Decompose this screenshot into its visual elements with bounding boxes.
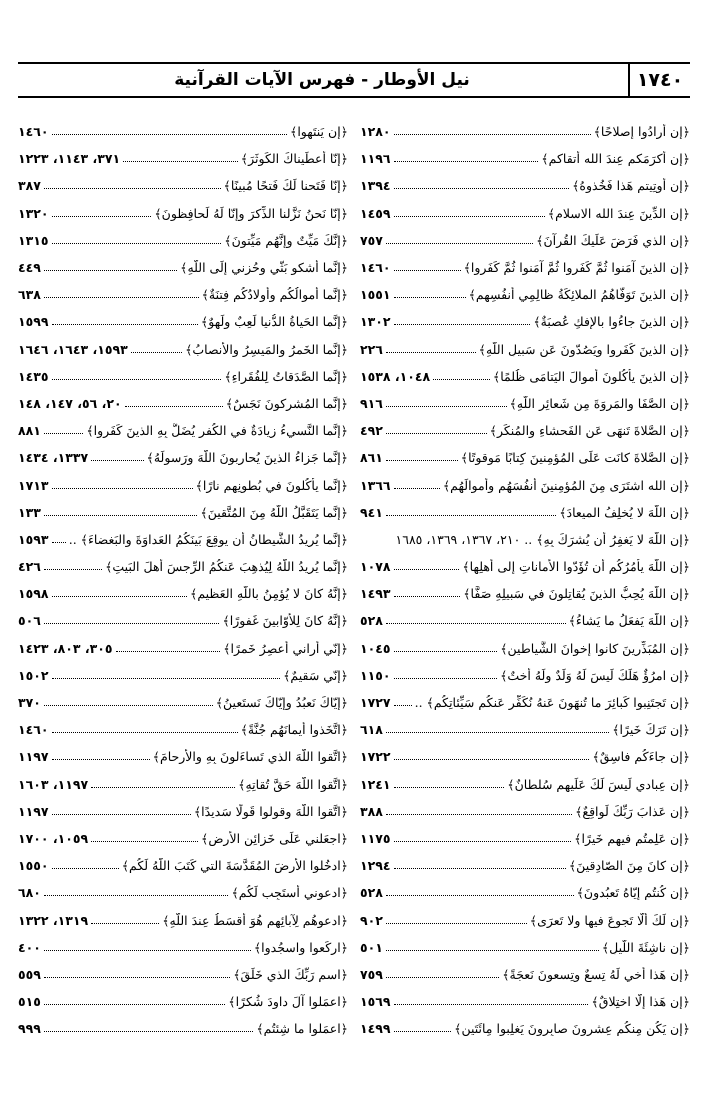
verse-text: ﴿ادعوني أستَجِب لَكُم﴾ <box>231 885 348 901</box>
page-number: ١٧٤٠ <box>628 64 690 96</box>
verse-text: ﴿إنّا فَتَحنا لَكَ فَتحًا مُبينًا﴾ <box>223 178 348 194</box>
index-column-right <box>360 118 690 1042</box>
page-reference: ٦٣٨ <box>18 287 41 303</box>
verse-text: ﴿إنَّما يُريدُ اللّهُ لِيُذهِبَ عَنكُمُ الرِّجسَ أهلَ البَيتِ﴾ <box>105 559 348 575</box>
page-reference: ١١٧٥ <box>360 830 391 846</box>
page-reference: ٩١٦ <box>360 395 383 411</box>
index-entry <box>360 771 690 798</box>
leader-dots <box>394 188 570 189</box>
verse-text: ﴿إن امرُؤٌ هَلَكَ لَيسَ لَهُ وَلَدٌ ولَهُ أُختٌ﴾ <box>500 667 690 683</box>
leader-dots <box>394 596 461 597</box>
leader-dots <box>44 1004 225 1005</box>
index-entry <box>18 553 348 580</box>
page-reference: ٧٥٧ <box>360 232 383 248</box>
index-entry <box>360 281 690 308</box>
index-entry <box>18 336 348 363</box>
verse-text: ﴿إن الصَّلاةَ تَنهَى عَنِ الفَحشاءِ والمُنكَرِ﴾ <box>489 423 690 439</box>
verse-text: ﴿إن اللّهَ يأمُرُكُم أن تُؤَدّوا الأماناتِ إلى أهلِها﴾ <box>462 559 690 575</box>
verse-text: ﴿إن تَجتَنِبوا كَبائِرَ ما تُنهَونَ عَنهُ نُكَفِّر عَنكُم سَيِّئاتِكُم﴾ .. <box>414 695 690 711</box>
leader-dots <box>52 216 152 217</box>
index-entry <box>360 390 690 417</box>
verse-text: ﴿إنَّما المُشرِكونَ نَجَسٌ﴾ <box>225 395 348 411</box>
page-reference: ١٧١٣ <box>18 477 49 493</box>
leader-dots <box>52 488 193 489</box>
index-entry <box>18 390 348 417</box>
page-reference: ١٣٣٧، ١٤٣٤ <box>18 450 89 466</box>
leader-dots <box>433 379 490 380</box>
page-reference: ٨٦١ <box>360 450 383 466</box>
leader-dots <box>44 895 229 896</box>
index-entry <box>18 607 348 634</box>
verse-text: ﴿إن عِبادي لَيسَ لَكَ عَلَيهِم سُلطانٌ﴾ <box>507 776 690 792</box>
verse-text: ﴿إن أوتِيتم هَذا فَخُذوهُ﴾ <box>572 178 690 194</box>
index-entry <box>18 798 348 825</box>
verse-text: ﴿إنَّما جَزاءُ الذينَ يُحارِبونَ اللّهَ ورَسولَهُ﴾ <box>146 450 348 466</box>
leader-dots <box>394 841 572 842</box>
index-entry <box>360 363 690 390</box>
page-reference: ١٣١٩، ١٣٢٢ <box>18 912 89 928</box>
leader-dots <box>44 1031 253 1032</box>
index-entry <box>18 852 348 879</box>
verse-text: ﴿إن كانَ مِنَ الصّادِقينَ﴾ <box>568 858 690 874</box>
page-reference: ١٥٠٢ <box>18 667 49 683</box>
verse-text: ﴿إن اللّهَ يُحِبُّ الذينَ يُقاتِلونَ في سَبيلِهِ صَفًّا﴾ <box>463 586 690 602</box>
verse-text: ﴿ادخُلوا الأرضَ المُقَدَّسَةَ التي كَتَبَ اللّهُ لَكُم﴾ <box>121 858 348 874</box>
index-entry <box>360 1015 690 1042</box>
page-reference: ٩٤١ <box>360 504 383 520</box>
leader-dots <box>394 1031 452 1032</box>
index-entry <box>360 118 690 145</box>
index-entry <box>360 934 690 961</box>
page-reference: ٩٠٢ <box>360 912 383 928</box>
verse-text: ﴿إن يَنتَهوا﴾ <box>290 124 348 140</box>
page-reference: ١١٥٠ <box>360 667 391 683</box>
index-entry <box>18 771 348 798</box>
verse-text: ﴿اتَّخَذوا أيمانَهُم جُنَّةً﴾ <box>240 722 348 738</box>
verse-text: ﴿إنَّما النَّسيءُ زيادَةٌ في الكُفرِ يُضَلُّ بِهِ الذينَ كَفَروا﴾ <box>86 423 348 439</box>
index-entry <box>18 200 348 227</box>
leader-dots <box>394 488 440 489</box>
index-entry <box>360 906 690 933</box>
verse-text: ﴿إن الصَّلاةَ كانَت عَلَى المُؤمِنينَ كِتابًا مَوقوتًا﴾ <box>460 450 690 466</box>
leader-dots <box>44 705 213 706</box>
leader-dots <box>394 868 566 869</box>
index-entry <box>18 308 348 335</box>
page-reference: ١٢٩٤ <box>360 858 391 874</box>
page-reference: ١٣١٥ <box>18 232 49 248</box>
page-reference: ١٣٦٦ <box>360 477 391 493</box>
page-reference: ١١٩٧ <box>18 803 49 819</box>
leader-dots <box>386 623 566 624</box>
page-reference: ٩٩٩ <box>18 1021 41 1037</box>
page-reference: ١٢٤١ <box>360 776 391 792</box>
leader-dots <box>394 324 531 325</box>
leader-dots <box>394 270 461 271</box>
leader-dots <box>44 433 83 434</box>
verse-text: ﴿إنّي أراني أعصِرُ خَمرًا﴾ <box>223 640 348 656</box>
verse-text: ﴿إن الذي فَرَضَ عَلَيكَ القُرآنَ﴾ <box>536 232 690 248</box>
index-entry <box>18 471 348 498</box>
index-entry <box>360 607 690 634</box>
leader-dots <box>386 406 507 407</box>
leader-dots <box>394 705 412 706</box>
page-reference: ١٥٦٩ <box>360 994 391 1010</box>
verse-text: ﴿إن جاءَكُم فاسِقٌ﴾ <box>592 749 690 765</box>
leader-dots <box>394 297 466 298</box>
page-reference: ١٤٦٠ <box>18 124 49 140</box>
page-reference: ٦٨٠ <box>18 885 41 901</box>
verse-text: ﴿إنَّما أموالُكُم وأولادُكُم فِتنَةٌ﴾ <box>201 287 348 303</box>
verse-text: ﴿إن عَلِمتُم فيهِم خَيرًا﴾ <box>574 830 690 846</box>
page-reference: ١٥٩٩ <box>18 314 49 330</box>
verse-text: ﴿اتَّقوا اللّهَ حَقَّ تُقاتِهِ﴾ <box>238 776 348 792</box>
verse-text: ﴿إنّا أعطَيناكَ الكَوثَرَ﴾ <box>240 151 348 167</box>
verse-text: ﴿اجعَلني عَلَى خَزائِنِ الأرضِ﴾ <box>201 830 348 846</box>
leader-dots <box>52 324 198 325</box>
page-reference: ٣٧٠ <box>18 695 41 711</box>
leader-dots <box>394 1004 589 1005</box>
verse-text: ﴿إيّاكَ نَعبُدُ وإيّاكَ نَستَعينُ﴾ <box>215 695 348 711</box>
index-entry <box>18 580 348 607</box>
index-entry <box>18 662 348 689</box>
index-entry <box>18 444 348 471</box>
index-entry <box>360 145 690 172</box>
leader-dots <box>91 460 143 461</box>
index-entry <box>360 662 690 689</box>
verse-text: ﴿إنّا نَحنُ نَزَّلنا الذِّكرَ وإنّا لَهُ لَحافِظونَ﴾ <box>154 205 348 221</box>
index-entry <box>360 961 690 988</box>
index-entry <box>18 743 348 770</box>
leader-dots <box>386 433 487 434</box>
page-reference: ١٥٥١ <box>360 287 391 303</box>
verse-text: ﴿اتَّقوا اللّهَ الذي تَساءَلونَ بِهِ والأرحامَ﴾ <box>152 749 348 765</box>
index-entry <box>360 879 690 906</box>
verse-text: ﴿اتَّقوا اللّهَ وقولوا قَولًا سَديدًا﴾ <box>193 803 348 819</box>
leader-dots <box>131 352 182 353</box>
index-entry <box>18 716 348 743</box>
leader-dots <box>44 977 230 978</box>
verse-text: ﴿إنَّما يَتَقَبَّلُ اللّهُ مِنَ المُتَّقينَ﴾ <box>200 504 348 520</box>
index-entry <box>360 798 690 825</box>
leader-dots <box>394 651 498 652</box>
page-reference: ٥٢٨ <box>360 885 383 901</box>
page-header <box>18 62 690 98</box>
verse-text: ﴿اعمَلوا آلَ داودَ شُكرًا﴾ <box>228 994 348 1010</box>
index-entry <box>360 743 690 770</box>
page-reference: ١٥٩٨ <box>18 586 49 602</box>
verse-text: ﴿إنَّما الحَياةُ الدُّنيا لَعِبٌ ولَهوٌ﴾ <box>200 314 348 330</box>
leader-dots <box>52 596 187 597</box>
verse-text: ﴿إن الذينَ آمَنوا ثُمَّ كَفَروا ثُمَّ آمَنوا ثُمَّ كَفَروا﴾ <box>463 260 690 276</box>
leader-dots <box>386 515 556 516</box>
page-reference: ١٣٢٠ <box>18 205 49 221</box>
verse-text: ﴿إنَّما أشكو بَثّي وحُزني إلَى اللّهِ﴾ <box>180 260 348 276</box>
index-entry <box>18 635 348 662</box>
page-reference: ١٥٩٣ <box>18 531 49 547</box>
verse-text: ﴿إنَّما يُريدُ الشَّيطانُ أن يوقِعَ بَينَكُمُ العَداوَةَ والبَغضاءَ﴾ .. <box>68 531 348 547</box>
page-reference: ١٠٤٥ <box>360 640 391 656</box>
index-entry <box>360 172 690 199</box>
index-entry <box>360 417 690 444</box>
leader-dots <box>44 569 102 570</box>
index-entry <box>360 635 690 662</box>
index-entry <box>18 879 348 906</box>
leader-dots <box>386 923 527 924</box>
verse-text: ﴿ادعوهُم لِآبائِهِم هُوَ أقسَطُ عِندَ اللّهِ﴾ <box>162 912 348 928</box>
verse-text: ﴿اعمَلوا ما شِئتُم﴾ <box>256 1021 348 1037</box>
verse-text: ﴿إن اللّهَ يَفعَلُ ما يَشاءُ﴾ <box>568 613 690 629</box>
verse-text: ﴿إنَّهُ كانَ لا يُؤمِنُ باللّهِ العَظيمِ﴾ <box>190 586 348 602</box>
verse-text: ﴿اسمِ رَبِّكَ الذي خَلَقَ﴾ <box>233 966 348 982</box>
verse-text: ﴿إن اللّهَ لا يُخلِفُ الميعادَ﴾ <box>559 504 690 520</box>
index-entry <box>360 471 690 498</box>
index-entry <box>18 934 348 961</box>
index-entry <box>360 336 690 363</box>
leader-dots <box>52 732 238 733</box>
leader-dots <box>52 814 191 815</box>
verse-text: ﴿إن يَكُن مِنكُم عِشرونَ صابِرونَ يَغلِبوا مِائَتَينِ﴾ <box>454 1021 690 1037</box>
leader-dots <box>44 270 177 271</box>
leader-dots <box>52 243 222 244</box>
leader-dots <box>394 787 505 788</box>
page-reference: ١٤٦٠ <box>360 260 391 276</box>
page-reference: ١١٩٦ <box>360 151 391 167</box>
leader-dots <box>125 406 223 407</box>
leader-dots <box>52 868 119 869</box>
index-entry <box>18 988 348 1015</box>
page-reference: ٥٠١ <box>360 939 383 955</box>
leader-dots <box>44 623 220 624</box>
verse-text: ﴿إن عَذابَ رَبِّكَ لَواقِعٌ﴾ <box>575 803 690 819</box>
leader-dots <box>52 542 66 543</box>
leader-dots <box>44 188 221 189</box>
verse-text: ﴿إنَّما يأكُلونَ في بُطونِهِم نارًا﴾ <box>195 477 348 493</box>
index-entry <box>18 145 348 172</box>
verse-text: ﴿إن هَذا أخي لَهُ تِسعٌ وتِسعونَ نَعجَةً﴾ <box>502 966 690 982</box>
index-entry <box>18 281 348 308</box>
index-entry <box>360 553 690 580</box>
page-reference: ٢٠، ٥٦، ١٤٧، ١٤٨ <box>18 395 122 411</box>
index-entry <box>18 118 348 145</box>
index-entry <box>18 825 348 852</box>
leader-dots <box>44 297 199 298</box>
page-reference: ٥٢٨ <box>360 613 383 629</box>
verse-text: ﴿إن الذينَ جاءُوا بالإفكِ عُصبَةٌ﴾ <box>533 314 690 330</box>
page-reference: ١٧٢٧ <box>360 695 391 711</box>
leader-dots <box>52 379 222 380</box>
page-reference: ١٤٦٠ <box>18 722 49 738</box>
page-reference: ٧٥٩ <box>360 966 383 982</box>
verse-text: ﴿إن أكرَمَكم عِندَ الله أتقاكم﴾ <box>541 151 690 167</box>
index-entry <box>360 988 690 1015</box>
verse-text: ﴿إن أرادُوا إصلاحًا﴾ <box>593 124 690 140</box>
page-reference: ١٤٩٣ <box>360 586 391 602</box>
leader-dots <box>394 134 591 135</box>
leader-dots <box>386 895 574 896</box>
index-entry <box>18 906 348 933</box>
leader-dots <box>386 950 599 951</box>
page-title: نيل الأوطار - فهرس الآيات القرآنية <box>174 70 470 90</box>
index-entry <box>360 526 690 553</box>
verse-text: ﴿إن الصَّفَا والمَروَةَ مِن شَعائِرِ اللّهِ﴾ <box>509 395 690 411</box>
index-entry <box>360 716 690 743</box>
leader-dots <box>386 977 499 978</box>
verse-text: ﴿إن الذينَ يأكُلونَ أموالَ اليَتامَى ظُلمًا﴾ <box>492 368 690 384</box>
index-entry <box>360 689 690 716</box>
leader-dots <box>44 515 198 516</box>
verse-text: ﴿إن كُنتُم إيّاهُ تَعبُدونَ﴾ <box>576 885 690 901</box>
index-entry <box>18 961 348 988</box>
index-entry <box>360 499 690 526</box>
index-entry <box>18 526 348 553</box>
index-entry <box>18 172 348 199</box>
page-reference: ٢٢٦ <box>360 341 383 357</box>
page-reference: ١٧٢٢ <box>360 749 391 765</box>
verse-text: ﴿إن الله اشتَرَى مِنَ المُؤمِنينَ أنفُسَهُم وأموالَهُم﴾ <box>442 477 690 493</box>
index-entry <box>18 499 348 526</box>
index-entry <box>18 689 348 716</box>
verse-text: ﴿إنّي سَقيمٌ﴾ <box>283 667 348 683</box>
page-reference: ١٥٩٣، ١٦٤٣، ١٦٤٦ <box>18 341 128 357</box>
verse-text: ﴿إن ناشِئَةَ اللَّيلِ﴾ <box>601 939 690 955</box>
page-reference: ١١٩٧، ١٦٠٣ <box>18 776 89 792</box>
page-reference: ٣٨٧ <box>18 178 41 194</box>
index-entry <box>360 825 690 852</box>
page-reference: ٦١٨ <box>360 722 383 738</box>
page-reference: ٤٩٢ <box>360 423 383 439</box>
verse-text: ﴿إن المُبَذِّرينَ كانوا إخوانَ الشَّياطينِ﴾ <box>500 640 690 656</box>
index-entry <box>360 200 690 227</box>
page-reference: ٨٨١ <box>18 423 41 439</box>
page-reference: ١٤٣٥ <box>18 368 49 384</box>
leader-dots <box>386 732 609 733</box>
index-entry <box>18 363 348 390</box>
leader-dots <box>394 759 590 760</box>
leader-dots <box>386 352 476 353</box>
index-entry <box>18 1015 348 1042</box>
leader-dots <box>386 243 533 244</box>
verse-text: ﴿إن الذينَ كَفَروا ويَصُدّونَ عَن سَبيلِ اللّهِ﴾ <box>478 341 690 357</box>
verse-text: ﴿إن هَذا إلّا اختِلاقٌ﴾ <box>591 994 690 1010</box>
leader-dots <box>91 787 235 788</box>
leader-dots <box>394 161 539 162</box>
page-reference: ١١٩٧ <box>18 749 49 765</box>
page-reference: ١٠٧٨ <box>360 559 391 575</box>
leader-dots <box>44 950 251 951</box>
leader-dots <box>123 161 238 162</box>
index-entry <box>360 308 690 335</box>
verse-text: ﴿إن لَكَ ألّا تَجوعَ فيها ولا تَعرَى﴾ <box>529 912 690 928</box>
index-entry <box>360 580 690 607</box>
page-reference: ٥١٥ <box>18 994 41 1010</box>
page-reference: ١٤٩٩ <box>360 1021 391 1037</box>
page-reference: ٤٢٦ <box>18 559 41 575</box>
leader-dots <box>394 678 498 679</box>
page-reference: ٤٤٩ <box>18 260 41 276</box>
verse-text: ﴿إنَّهُ كانَ لِلأوّابينَ غَفورًا﴾ <box>222 613 348 629</box>
index-entry <box>18 227 348 254</box>
page-reference: ٣٠٥، ٨٠٣، ١٤٢٣ <box>18 640 113 656</box>
index-entry <box>18 254 348 281</box>
page-reference: ٣٧١، ١١٤٣، ١٢٢٣ <box>18 151 121 167</box>
leader-dots <box>116 651 221 652</box>
page-reference: ١٢٨٠ <box>360 124 391 140</box>
page-reference: ٤٠٠ <box>18 939 41 955</box>
verse-text: ﴿إنَّما الصَّدَقاتُ لِلفُقَراءِ﴾ <box>224 368 348 384</box>
page-reference: ١٥٥٠ <box>18 858 49 874</box>
page-reference: ١٠٤٨، ١٥٣٨ <box>360 368 431 384</box>
verse-text: ﴿إن اللّهَ لا يَغفِرُ أن يُشرَكَ بِهِ﴾ .. ٢١٠، ١٣٦٧، ١٣٦٩، ١٦٨٥ <box>395 531 690 547</box>
leader-dots <box>386 814 572 815</box>
leader-dots <box>91 923 159 924</box>
page-reference: ٥٠٦ <box>18 613 41 629</box>
verse-text: ﴿إن الذينَ تَوَفّاهُمُ الملائِكَةُ ظالِمِي أنفُسِهِم﴾ <box>468 287 690 303</box>
page-reference: ١٣٣ <box>18 504 41 520</box>
index-entry <box>360 227 690 254</box>
page-reference: ٣٨٨ <box>360 803 383 819</box>
leader-dots <box>52 759 150 760</box>
leader-dots <box>52 134 287 135</box>
verse-text: ﴿إنَّكَ مَيِّتٌ وإنَّهُم مَيِّتونَ﴾ <box>224 232 348 248</box>
index-entry <box>360 444 690 471</box>
index-column-left <box>18 118 348 1042</box>
leader-dots <box>52 678 281 679</box>
verse-text: ﴿إن الدِّينَ عِندَ الله الاسلام﴾ <box>547 205 690 221</box>
index-entry <box>360 852 690 879</box>
leader-dots <box>394 216 545 217</box>
leader-dots <box>394 569 460 570</box>
page-reference: ٥٥٩ <box>18 966 41 982</box>
verse-text: ﴿إن تَرَكَ خَيرًا﴾ <box>612 722 690 738</box>
verse-text: ﴿إنَّما الخَمرُ والمَيسِرُ والأنصابُ﴾ <box>185 341 348 357</box>
index-entry <box>360 254 690 281</box>
leader-dots <box>91 841 198 842</box>
leader-dots <box>386 460 458 461</box>
page-reference: ١٣٩٤ <box>360 178 391 194</box>
page-reference: ١٤٥٩ <box>360 205 391 221</box>
page-reference: ١٠٥٩، ١٧٠٠ <box>18 830 89 846</box>
index-entry <box>18 417 348 444</box>
page-reference: ١٣٠٢ <box>360 314 391 330</box>
verse-text: ﴿اركَعوا واسجُدوا﴾ <box>253 939 348 955</box>
